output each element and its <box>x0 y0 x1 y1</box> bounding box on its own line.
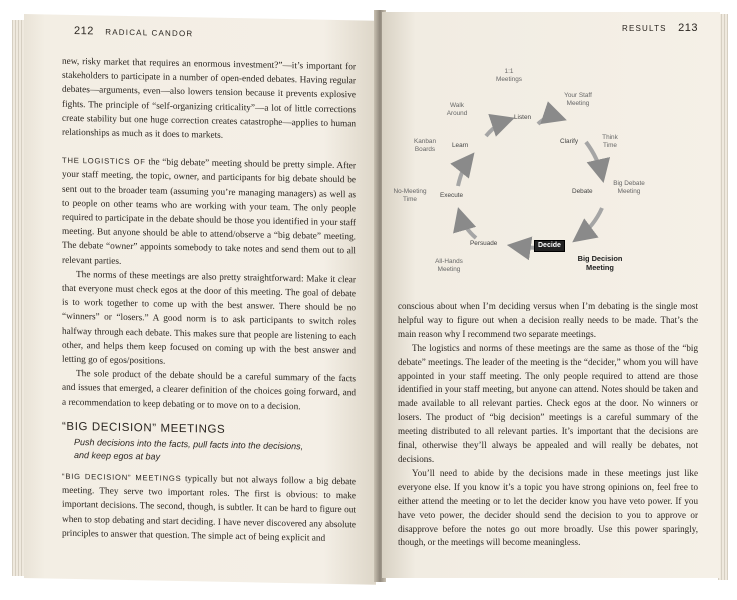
paragraph: new, risky market that requires an enormous investment?”—it’s important for stakeholders to participate in a number of open-ended debates. Having regular debates—arguments, even—also lowers tension because it prevents explosive fights. The principle of “self-organizing criticality”—a lot of little corrections create stability but one huge correction creates catastrophe—applies to human relationships as much as it does to markets. <box>62 56 356 141</box>
paragraph: The norms of these meetings are also pretty straightforward: Make it clear that everyone must check egos at the door of this meeting. The goal of debate is to work together to come up with the best answer. There should be no “winners” or “losers.” A good norm is to ask participants to switch roles halfway through each debate. This makes sure that people are listening to each other, and helps them keep focused on coming up with the best answer and letting go of egos/positions. <box>62 269 356 367</box>
arrow-debate-decide <box>578 208 602 238</box>
arrow-listen-clarify <box>538 117 560 124</box>
section-heading: “BIG DECISION” MEETINGS <box>62 420 226 436</box>
left-page-body <box>62 55 356 547</box>
chapter-title: RESULTS <box>622 24 667 33</box>
outer-all-hands: All-Hands Meeting <box>435 258 463 273</box>
cycle-learn: Learn <box>452 142 469 149</box>
paragraph: The sole product of the debate should be a careful summary of the facts and issues that emerged, a clearer definition of the choices going forward, and a recommendation to keep debating or to move on to a decision. <box>62 369 356 412</box>
lead-in: THE LOGISTICS OF <box>62 155 146 167</box>
paragraph: The logistics and norms of these meetings are the same as those of the “big debate” meetings. The leader of the meeting is the “decider,” whom you will have appointed in your staff meeting. The only people required to attend are those identified in your staff meeting, but anyone can attend. Notes should be taken and made available to all relevant parties. Check egos at the door. No winners or losers. The product of “big decision” meetings is a careful summary of the meeting distributed to all relevant parties. It’s important that the decisions are final, otherwise they’ll always be appealed and will really be debates, not decisions. <box>398 342 698 464</box>
right-page <box>382 12 720 578</box>
section-subheading: Push decisions into the facts, pull facts into the decisions, and keep egos at bay <box>74 437 304 462</box>
outer-big-debate: Big Debate Meeting <box>613 180 645 195</box>
outer-walk-around: Walk Around <box>446 102 468 117</box>
right-page-body <box>398 300 698 550</box>
paragraph: THE LOGISTICS OF the “big debate” meeting should be pretty simple. After your staff meeting, the topic, owner, and participants for big debate should be sent out to the broader team (assuming you’re managing managers) as well as to people on other teams who are working with your team. The only people required to participate in the debate should be those you identified in your staff meeting. But anyone should be able to attend/observe a “big debate” meeting. The debate “owner” appoints somebody to take notes and send them out to all relevant parties. <box>62 155 356 267</box>
cycle-clarify: Clarify <box>560 138 579 145</box>
left-page <box>24 14 376 585</box>
outer-staff-meeting: Your Staff Meeting <box>564 92 592 107</box>
outer-big-decision: Big Decision Meeting <box>577 254 623 272</box>
outer-1on1-meetings: 1:1 Meetings <box>496 68 522 83</box>
outer-no-meeting-time: No-Meeting Time <box>393 188 427 203</box>
page-number-right: 213 <box>678 22 698 34</box>
outer-kanban-boards: Kanban Boards <box>413 138 437 153</box>
cycle-persuade: Persuade <box>470 240 498 247</box>
paragraph: conscious about when I’m deciding versus when I’m debating is the single most helpful way to figure out when a decision really needs to be made. That’s the main reason why I recommend two separate meetings. <box>398 301 698 339</box>
right-running-head <box>622 22 698 34</box>
outer-think-time: Think Time <box>602 134 618 149</box>
meeting-cycle-diagram <box>388 58 718 293</box>
lead-in: “BIG DECISION” MEETINGS <box>62 471 182 484</box>
paragraph: “BIG DECISION” MEETINGS typically but not always follow a big debate meeting. They serve two important roles. The first is obvious: to make important decisions. The second, though, is subtler. It can be hard to figure out when to stop debating and start deciding. I have never discovered any absolute principles to answer that question. The simple act of being explicit and <box>62 471 356 544</box>
cycle-debate: Debate <box>572 188 593 195</box>
paragraph: You’ll need to abide by the decisions made in these meetings just like everyone else. If you know it’s a topic you have strong opinions on, feel free to either attend the meeting or to let the decider know you have veto power. If you have veto power, the decider should send the decision to you to approve or disapprove before the notes go out more broadly. Use this power sparingly, though, or the meetings will become meaningless. <box>398 467 698 548</box>
book-title: RADICAL CANDOR <box>105 27 194 39</box>
cycle-execute: Execute <box>440 192 464 199</box>
cycle-listen: Listen <box>514 114 532 121</box>
cycle-decide: Decide <box>534 240 565 252</box>
arrow-execute-learn <box>458 158 470 186</box>
page-number-left: 212 <box>74 24 94 38</box>
arrow-persuade-execute <box>460 214 476 238</box>
left-running-head <box>74 25 193 39</box>
arrow-learn-listen <box>486 120 508 136</box>
